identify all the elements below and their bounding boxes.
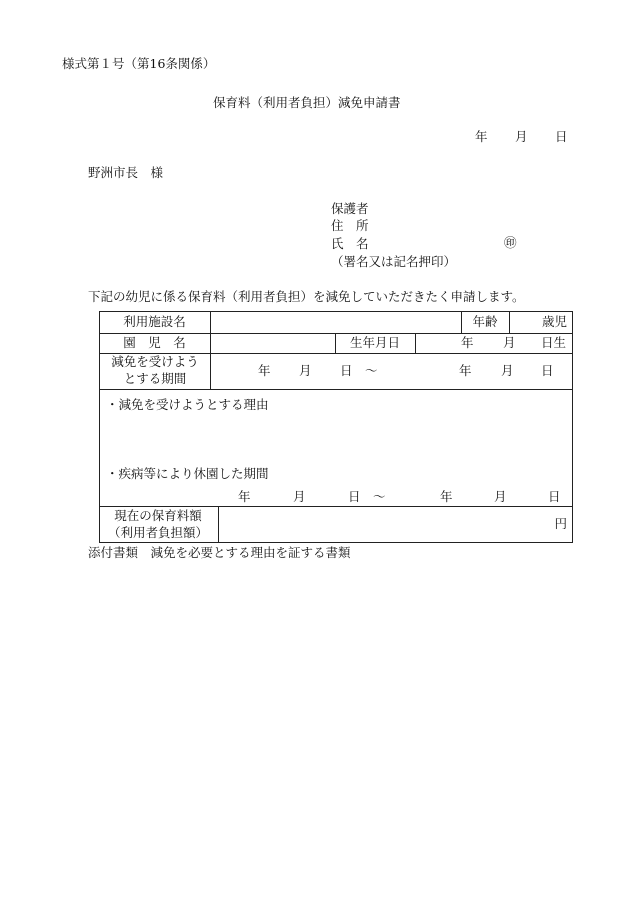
absence-month-from: 月 bbox=[293, 489, 306, 504]
absence-month-to: 月 bbox=[494, 489, 507, 504]
guardian-label: 保護者 bbox=[331, 201, 369, 216]
period-month-from: 月 bbox=[299, 363, 312, 378]
form-number: 様式第１号（第16条関係） bbox=[62, 56, 216, 71]
period-tilde: ～ bbox=[365, 363, 378, 378]
address-label: 住 所 bbox=[331, 218, 369, 233]
child-name-field[interactable] bbox=[211, 333, 335, 353]
request-text: 下記の幼児に係る保育料（利用者負担）を減免していただきたく申請します。 bbox=[88, 289, 525, 304]
birth-year: 年 bbox=[461, 335, 474, 350]
date-month: 月 bbox=[515, 129, 528, 144]
facility-field[interactable] bbox=[211, 311, 461, 333]
fee-label: 現在の保育料額（利用者負担額） bbox=[107, 507, 208, 540]
period-year-from: 年 bbox=[258, 363, 271, 378]
signature-note: （署名又は記名押印） bbox=[331, 254, 457, 269]
form-title: 保育料（利用者負担）減免申請書 bbox=[213, 95, 401, 110]
period-day-to: 日 bbox=[541, 363, 554, 378]
reason-field[interactable] bbox=[106, 416, 566, 460]
facility-label: 利用施設名 bbox=[123, 313, 186, 329]
age-unit: 歳児 bbox=[541, 313, 567, 329]
date-day: 日 bbox=[555, 129, 568, 144]
addressee: 野洲市長 様 bbox=[88, 165, 164, 180]
fee-unit: 円 bbox=[554, 516, 567, 532]
reason-label: ・減免を受けようとする理由 bbox=[106, 397, 269, 412]
birth-label: 生年月日 bbox=[349, 334, 400, 350]
age-label: 年齢 bbox=[472, 313, 498, 329]
birth-day: 日生 bbox=[541, 335, 567, 350]
absence-label: ・疾病等により休園した期間 bbox=[106, 466, 269, 481]
name-label: 氏 名 bbox=[331, 236, 369, 251]
period-day-from: 日 bbox=[340, 363, 353, 378]
period-year-to: 年 bbox=[459, 363, 472, 378]
absence-day-from: 日 bbox=[348, 489, 361, 504]
seal-mark: ㊞ bbox=[504, 235, 517, 250]
absence-year-from: 年 bbox=[238, 489, 251, 504]
child-name-label: 園 児 名 bbox=[123, 334, 186, 350]
attachments-note: 添付書類 減免を必要とする理由を証する書類 bbox=[88, 545, 351, 560]
birth-month: 月 bbox=[503, 335, 516, 350]
period-label: 減免を受けようとする期間 bbox=[111, 354, 199, 386]
absence-tilde: ～ bbox=[373, 489, 386, 504]
absence-year-to: 年 bbox=[440, 489, 453, 504]
period-month-to: 月 bbox=[501, 363, 514, 378]
date-year: 年 bbox=[475, 129, 488, 144]
absence-day-to: 日 bbox=[548, 489, 561, 504]
